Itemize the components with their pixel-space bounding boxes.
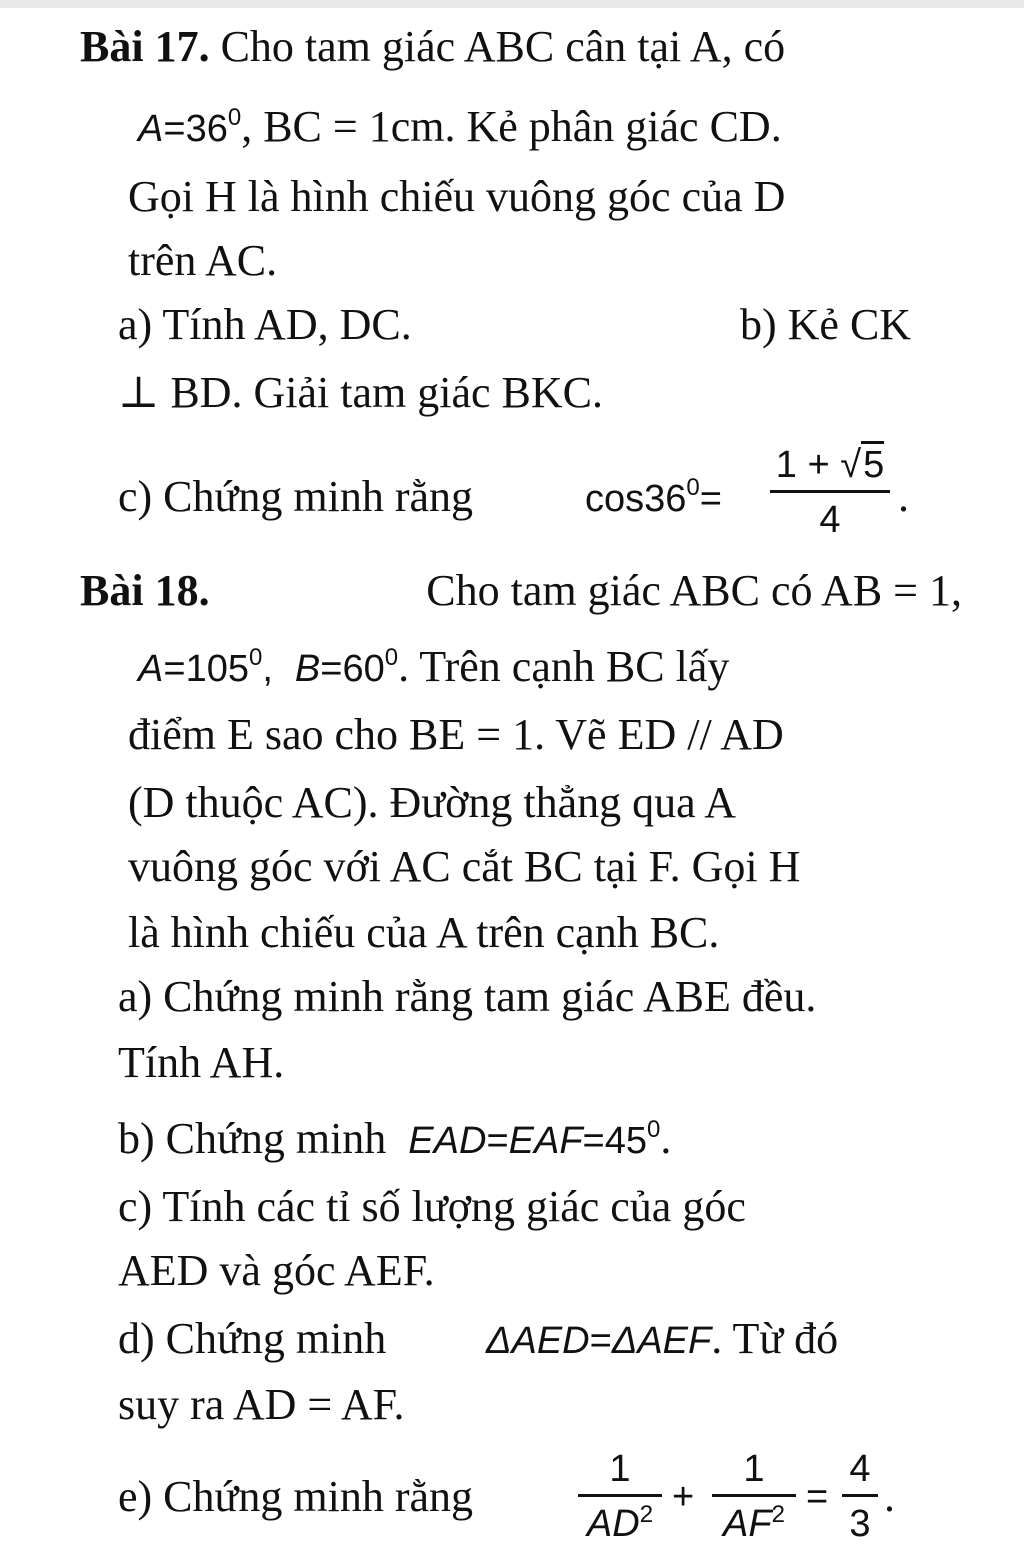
bai18-tri-aed: ΔAED: [486, 1320, 590, 1362]
bai18-degree-b: 0: [384, 644, 399, 671]
bai18-line6: là hình chiếu của A trên cạnh BC.: [128, 908, 720, 957]
bai18-d-rest: . Từ đó: [711, 1314, 839, 1363]
bai18-part-b-text: b) Chứng minh: [118, 1114, 387, 1163]
bai18-part-c1-text: c) Tính các tỉ số lượng giác của góc: [118, 1182, 746, 1231]
frac1-square: 2: [639, 1501, 654, 1528]
bai18-b-period: .: [660, 1114, 672, 1163]
bai17-part-c: [118, 470, 473, 524]
frac3-bar: [842, 1494, 878, 1497]
bai18-part-d-text: d) Chứng minh: [118, 1314, 387, 1363]
bai17-part-b-start: b) Kẻ CK: [740, 300, 912, 349]
sqrt-5: [840, 442, 884, 488]
bai17-part-b-cont: ⊥ BD. Giải tam giác BKC.: [118, 368, 603, 417]
frac2-denominator: [712, 1501, 796, 1552]
bai18-part-b: [118, 1112, 671, 1173]
frac2-square: 2: [771, 1501, 785, 1528]
frac2-af: AF: [723, 1503, 772, 1545]
bai18-b-value: 45: [604, 1120, 648, 1162]
bai18-frac-1-af2: [712, 1446, 796, 1552]
bai18-part-c2: AED và góc AEF.: [118, 1246, 435, 1295]
bai17-angle-a: A: [138, 108, 164, 150]
bai18-ead: EAD: [408, 1120, 487, 1162]
bai18-frac-1-ad2: [578, 1446, 662, 1552]
frac2-bar: [712, 1494, 796, 1497]
bai17-cos-fraction: [770, 442, 890, 543]
bai18-b-eq2: =: [582, 1120, 605, 1162]
bai18-eq-b: =: [320, 648, 343, 690]
bai18-e-eq: =: [806, 1476, 829, 1518]
bai17-heading-line: [80, 20, 785, 74]
sqrt-argument: 5: [861, 441, 884, 486]
bai17-part-c-text: c) Chứng minh rằng: [118, 472, 474, 521]
bai17-line4: trên AC.: [128, 236, 278, 285]
bai17-degree: 0: [227, 104, 242, 131]
bai18-line3: điểm E sao cho BE = 1. Vẽ ED // AD: [128, 710, 784, 759]
bai18-label: Bài 18.: [80, 566, 210, 615]
sqrt-symbol: √: [840, 444, 862, 486]
bai17-cos-eq: =: [699, 478, 722, 520]
bai18-part-a1: a) Chứng minh rằng tam giác ABE đều.: [118, 972, 817, 1021]
bai17-cos-degree: 0: [686, 474, 700, 501]
bai17-period: .: [898, 472, 909, 521]
frac3-denominator: 3: [849, 1503, 871, 1545]
bai17-given-line: [138, 100, 782, 161]
bai18-angle-a: A: [138, 648, 164, 690]
bai18-given-line: [138, 640, 729, 701]
bai17-line3: Gọi H là hình chiếu vuông góc của D: [128, 172, 786, 221]
bai17-intro: Cho tam giác ABC cân tại A, có: [220, 22, 786, 71]
bai18-d-eq: =: [589, 1320, 612, 1362]
frac1-denominator: [578, 1501, 662, 1552]
bai17-cos-expr: [585, 470, 722, 531]
bai18-line2-rest: . Trên cạnh BC lấy: [398, 642, 730, 691]
bai18-b-eq1: =: [486, 1120, 509, 1162]
bai18-part-c1: [118, 1180, 962, 1234]
bai18-part-e: [118, 1470, 473, 1524]
bai18-eaf: EAF: [508, 1120, 583, 1162]
bai18-part-e-text: e) Chứng minh rằng: [118, 1472, 474, 1521]
bai18-part-d: [118, 1312, 386, 1366]
bai18-intro: Cho tam giác ABC có AB = 1,: [426, 566, 962, 615]
bai18-angle-b: B: [294, 648, 321, 690]
frac3-numerator: 4: [849, 1448, 871, 1490]
fraction-bar: [770, 490, 890, 493]
bai17-cos: cos36: [585, 478, 687, 520]
bai18-line4: (D thuộc AC). Đường thẳng qua A: [128, 778, 737, 827]
bai18-angle-b-value: 60: [342, 648, 385, 690]
fraction-numerator: [770, 442, 890, 488]
bai18-e-plus: +: [672, 1476, 695, 1518]
bai18-degree-a: 0: [248, 644, 263, 671]
frac2-numerator: 1: [743, 1448, 765, 1490]
bai17-given-rest: , BC = 1cm. Kẻ phân giác CD.: [241, 102, 782, 151]
bai18-eq-a: =: [163, 648, 186, 690]
frac1-bar: [578, 1494, 662, 1497]
frac1-numerator: 1: [609, 1448, 631, 1490]
bai18-heading-line: [80, 564, 962, 618]
bai17-angle-value: 36: [185, 108, 228, 150]
bai18-comma: ,: [262, 648, 273, 690]
frac1-ad: AD: [586, 1503, 640, 1545]
bai18-tri-aef: ΔAEF: [611, 1320, 712, 1362]
bai17-label: Bài 17.: [80, 22, 210, 71]
bai17-eq: =: [163, 108, 186, 150]
bai17-part-a: a) Tính AD, DC.: [118, 300, 412, 349]
num-one-plus: 1 +: [775, 444, 830, 486]
bai18-b-degree: 0: [647, 1116, 661, 1143]
bai18-part-d2: suy ra AD = AF.: [118, 1380, 405, 1429]
bai18-line5: vuông góc với AC cắt BC tại F. Gọi H: [128, 842, 801, 891]
bai18-d-expr: [486, 1312, 838, 1368]
bai18-frac-4-3: [842, 1446, 878, 1547]
fraction-denominator: 4: [819, 499, 841, 541]
bai18-e-period: .: [884, 1472, 895, 1521]
bai18-part-a2: Tính AH.: [118, 1038, 285, 1087]
bai18-angle-a-value: 105: [185, 648, 249, 690]
